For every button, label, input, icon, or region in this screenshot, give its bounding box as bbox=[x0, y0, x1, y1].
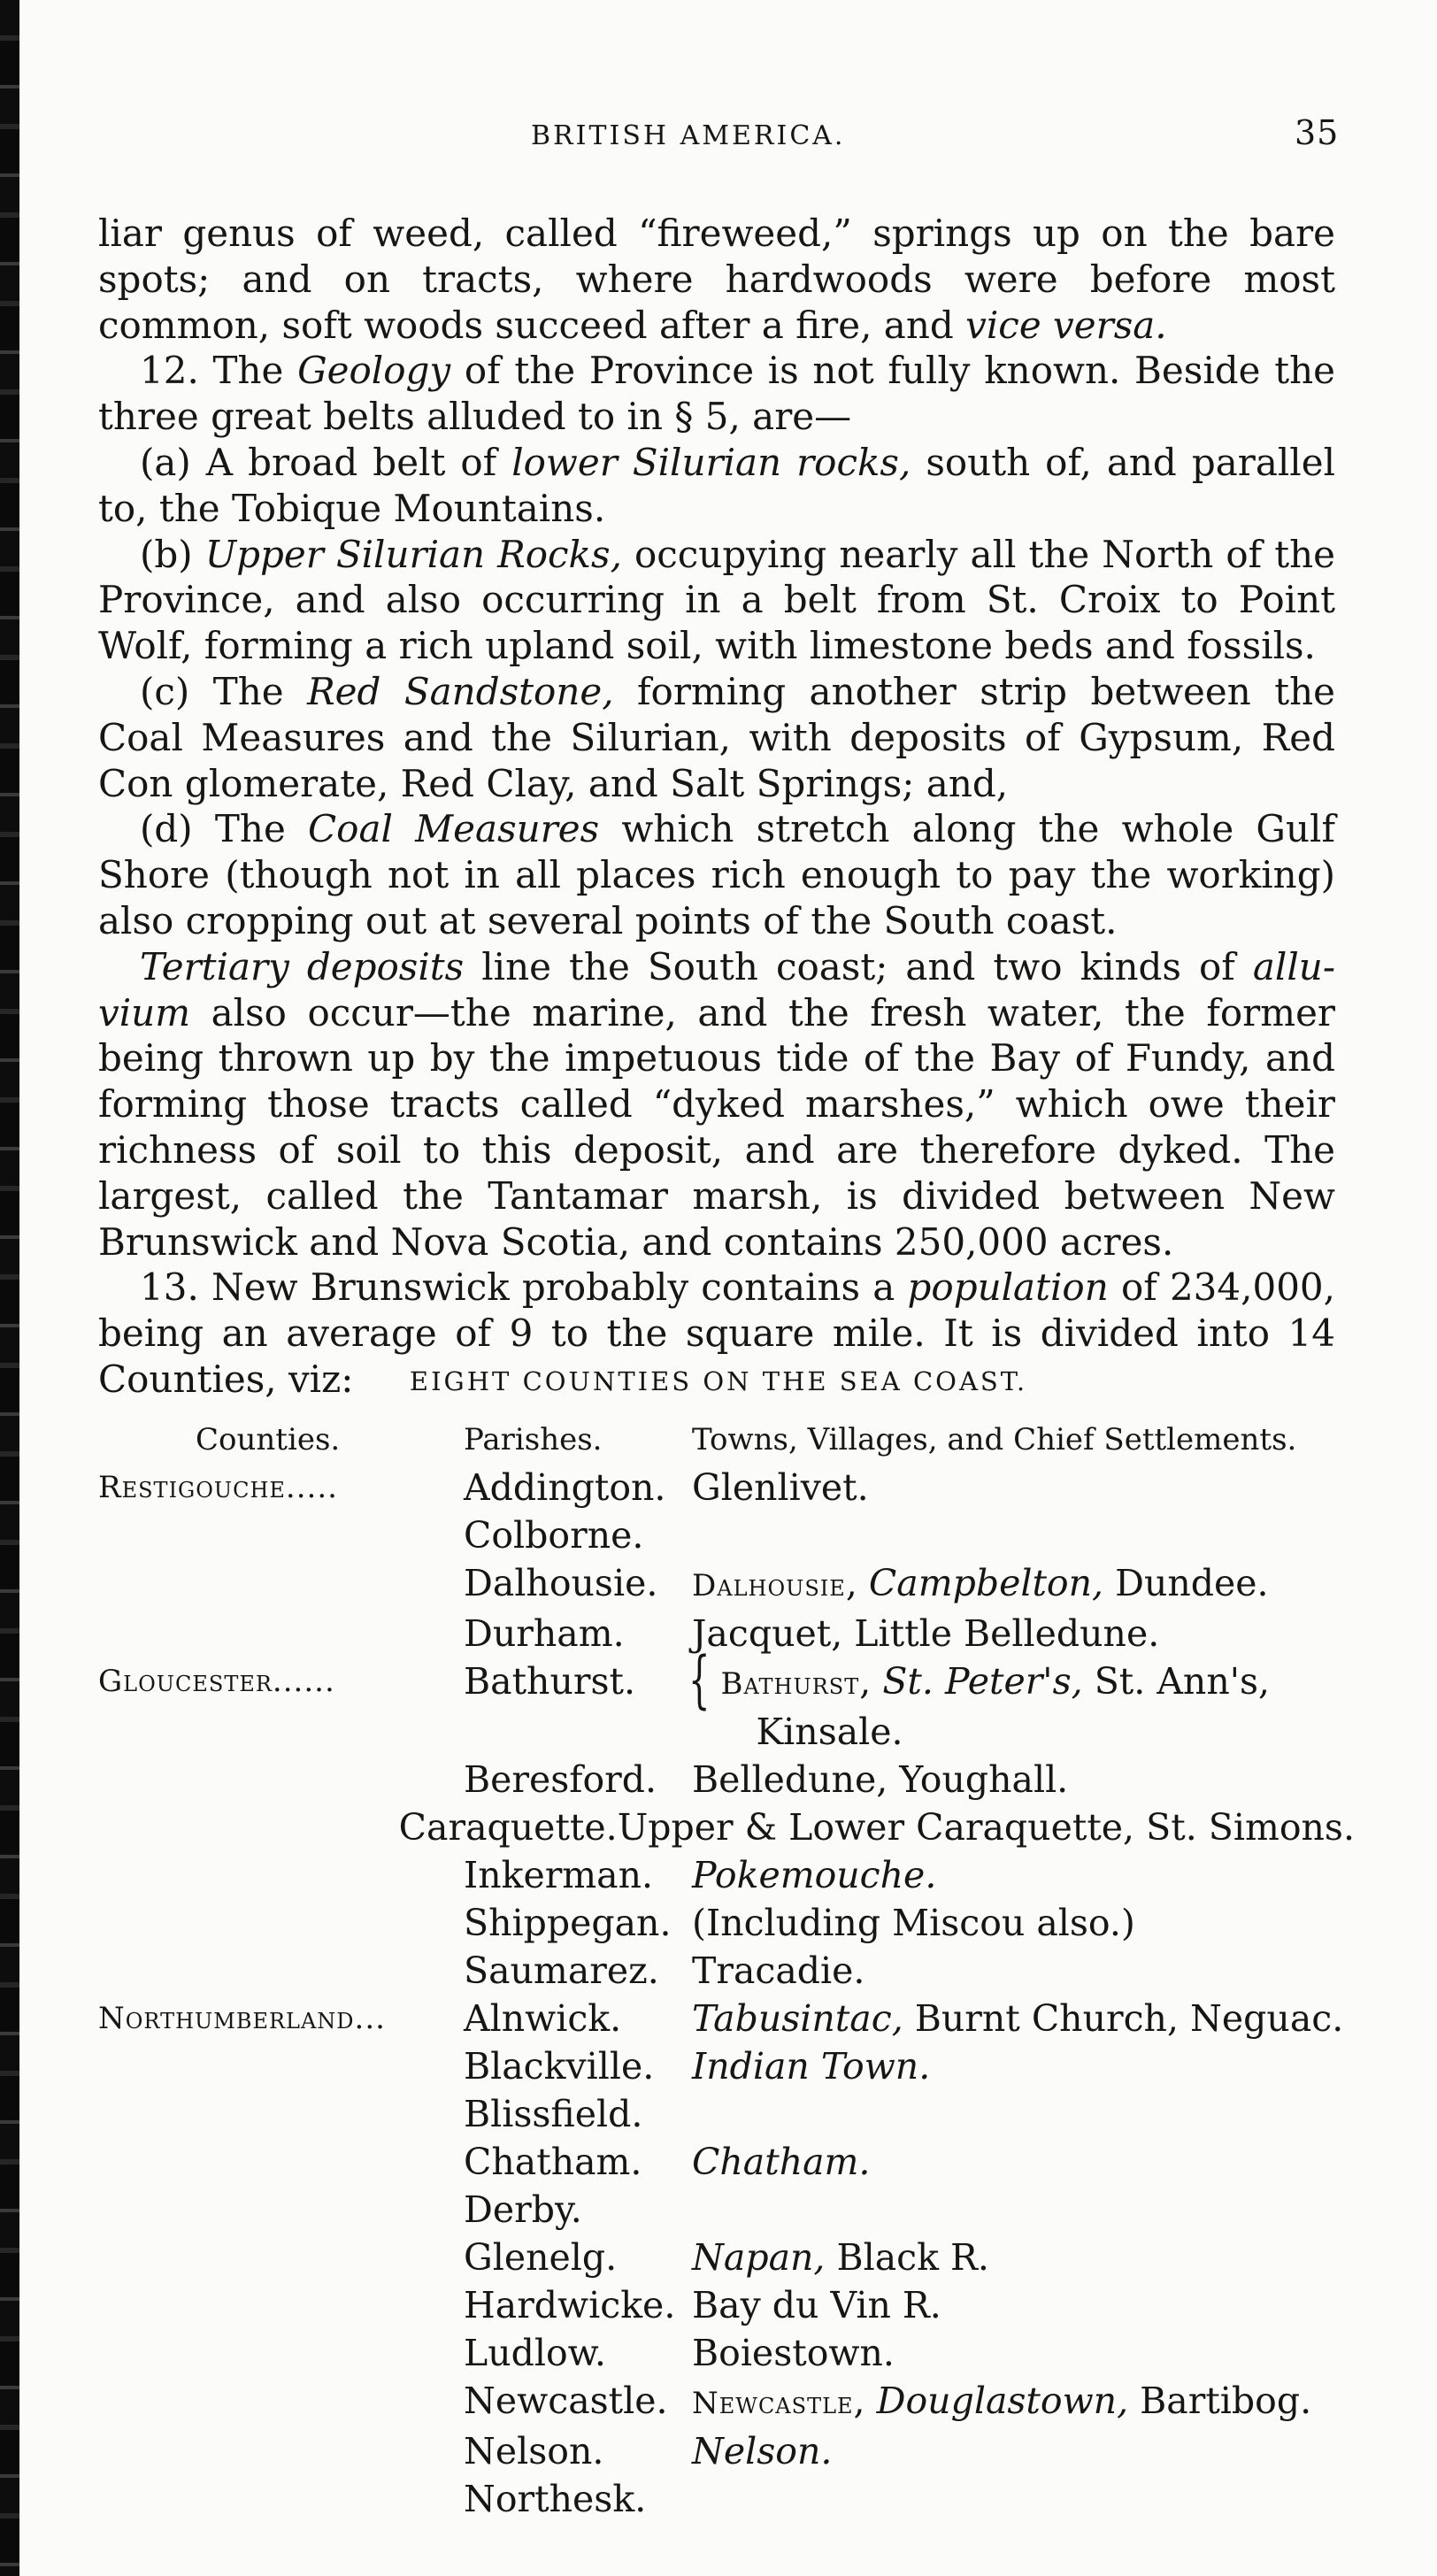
text-run: 13. New Brunswick probably contains a bbox=[140, 1265, 908, 1310]
table-rows bbox=[98, 1464, 1355, 2523]
county-cell bbox=[98, 1559, 464, 1610]
county-cell bbox=[98, 1511, 464, 1559]
county-cell: Restigouche..... bbox=[98, 1470, 338, 1505]
town-text: Belledune, Youghall. bbox=[692, 1758, 1069, 1801]
paragraph bbox=[98, 806, 1335, 943]
parish-cell: Caraquette. bbox=[398, 1806, 618, 1849]
towns-cell bbox=[692, 1464, 1355, 1511]
town-text: Boiestown. bbox=[692, 2332, 895, 2374]
towns-line bbox=[721, 1657, 1271, 1708]
parish-cell: Hardwicke. bbox=[464, 2284, 676, 2326]
towns-cell bbox=[692, 1756, 1355, 1803]
town-text: , bbox=[845, 1562, 869, 1604]
parish-cell: Durham. bbox=[464, 1612, 625, 1655]
text-run: which stretch along the whole Gulf Shore (though not in all places rich enough to pay the working) also cropping out at several points of the South coast. bbox=[98, 807, 1335, 942]
county-cell bbox=[98, 2138, 464, 2186]
towns-cell bbox=[692, 1559, 1355, 1610]
italic-town-name: Campbelton, bbox=[868, 1562, 1104, 1604]
town-text: Glenlivet. bbox=[692, 1466, 869, 1509]
county-cell bbox=[98, 2042, 464, 2090]
towns-line: Kinsale. bbox=[756, 1711, 903, 1753]
table-row bbox=[98, 1559, 1355, 1610]
text-run: 12. The bbox=[140, 349, 298, 393]
county-cell bbox=[98, 2281, 464, 2329]
county-cell bbox=[98, 1803, 399, 1851]
towns-cell bbox=[692, 2090, 1355, 2138]
text-run: of 234,000, being an average of 9 to the square mile. It is divided into 14 Counties, viz: bbox=[98, 1265, 1335, 1401]
parish-cell: Blissfield. bbox=[464, 2093, 643, 2135]
county-cell bbox=[98, 1851, 464, 1899]
county-cell bbox=[98, 2186, 464, 2234]
county-cell: Gloucester...... bbox=[98, 1664, 335, 1699]
text-run: (a) A broad belt of bbox=[140, 440, 512, 484]
brace-glyph: { bbox=[688, 1643, 711, 1716]
table-row bbox=[98, 2377, 1355, 2427]
parish-cell: Shippegan. bbox=[464, 1902, 672, 1944]
town-text: (Including Miscou also.) bbox=[692, 1902, 1135, 1944]
table-row bbox=[98, 1511, 1355, 1559]
text-run: south of, and parallel to, the Tobique Mountains. bbox=[98, 440, 1336, 530]
text-run: (d) The bbox=[140, 807, 309, 851]
towns-cell bbox=[692, 1511, 1355, 1559]
italic-town-name: Nelson. bbox=[692, 2430, 833, 2472]
italic-town-name: Indian Town. bbox=[692, 2045, 931, 2088]
italic-text: Red Sandstone, bbox=[307, 669, 614, 713]
parish-cell: Alnwick. bbox=[464, 1997, 622, 2040]
parish-cell: Bathurst. bbox=[464, 1660, 636, 1703]
towns-cell bbox=[692, 2329, 1355, 2377]
table-row bbox=[98, 2042, 1355, 2090]
table-row bbox=[98, 1995, 1355, 2042]
parish-cell: Blackville. bbox=[464, 2045, 655, 2088]
column-header-parishes: Parishes. bbox=[464, 1422, 603, 1457]
capital-town-name: Newcastle bbox=[692, 2386, 854, 2421]
paragraph bbox=[98, 440, 1335, 532]
town-text: Bay du Vin R. bbox=[692, 2284, 941, 2326]
town-text: Jacquet, Little Belledune. bbox=[692, 1612, 1160, 1655]
towns-cell bbox=[688, 1643, 1355, 1756]
county-cell bbox=[98, 1756, 464, 1803]
county-cell bbox=[98, 1610, 464, 1657]
italic-text: Upper Silurian Rocks, bbox=[204, 532, 622, 576]
table-row bbox=[98, 2234, 1355, 2281]
towns-cell bbox=[692, 1947, 1355, 1995]
towns-cell bbox=[692, 2138, 1355, 2186]
county-cell bbox=[98, 2090, 464, 2138]
italic-text: population bbox=[907, 1265, 1109, 1310]
towns-cell bbox=[692, 1995, 1355, 2042]
table-row bbox=[98, 1803, 1355, 1851]
town-text: Bartibog. bbox=[1128, 2380, 1312, 2422]
town-text: Black R. bbox=[825, 2236, 989, 2279]
page-edge-shadow bbox=[0, 0, 19, 2576]
towns-cell bbox=[692, 2234, 1355, 2281]
parish-cell: Northesk. bbox=[464, 2478, 647, 2520]
parish-cell: Newcastle. bbox=[464, 2380, 668, 2422]
county-cell bbox=[98, 2234, 464, 2281]
page-header bbox=[0, 113, 1437, 166]
table-row bbox=[98, 2475, 1355, 2523]
towns-cell bbox=[692, 2186, 1355, 2234]
table-row bbox=[98, 1464, 1355, 1511]
text-run: (b) bbox=[140, 532, 205, 576]
towns-cell bbox=[618, 1803, 1355, 1851]
italic-town-name: Douglastown, bbox=[876, 2380, 1129, 2422]
italic-text: lower Silurian rocks, bbox=[511, 440, 911, 484]
towns-stack bbox=[721, 1657, 1271, 1756]
counties-table bbox=[98, 1416, 1355, 2523]
table-row bbox=[98, 2427, 1355, 2475]
parish-cell: Addington. bbox=[464, 1466, 666, 1509]
italic-text: Tertiary deposits bbox=[140, 944, 465, 988]
table-row bbox=[98, 1610, 1355, 1657]
parish-cell: Beresford. bbox=[464, 1758, 657, 1801]
towns-cell bbox=[692, 2475, 1355, 2523]
text-run: occupying nearly all the North of the Province, and also occurring in a belt from St. Croix to Point Wolf, forming a rich upland soil, with limestone beds and fossils. bbox=[98, 532, 1336, 668]
county-cell bbox=[98, 1899, 464, 1947]
table-row bbox=[98, 1947, 1355, 1995]
italic-town-name: Pokemouche. bbox=[692, 1854, 937, 1896]
county-cell bbox=[98, 2427, 464, 2475]
table-row bbox=[98, 1851, 1355, 1899]
town-text: Tracadie. bbox=[692, 1949, 865, 1992]
text-run: line the South coast; and two kinds of bbox=[464, 944, 1253, 988]
table-row bbox=[98, 2138, 1355, 2186]
italic-town-name: St. Peter's, bbox=[882, 1660, 1083, 1703]
town-text: , bbox=[859, 1660, 883, 1703]
column-header-towns: Towns, Villages, and Chief Settlements. bbox=[692, 1422, 1297, 1457]
county-cell bbox=[98, 2475, 464, 2523]
italic-town-name: Napan, bbox=[692, 2236, 826, 2279]
italic-text: alluvium bbox=[98, 944, 1336, 1034]
towns-cell bbox=[692, 2377, 1355, 2427]
parish-cell: Ludlow. bbox=[464, 2332, 606, 2374]
paragraph bbox=[98, 348, 1335, 440]
paragraph bbox=[98, 211, 1335, 348]
towns-cell bbox=[692, 1610, 1355, 1657]
italic-text: Geology bbox=[297, 349, 451, 393]
capital-town-name: Dalhousie bbox=[692, 1568, 846, 1603]
column-headers bbox=[98, 1416, 1355, 1464]
table-row bbox=[98, 2090, 1355, 2138]
county-cell: Northumberland... bbox=[98, 2001, 386, 2036]
towns-cell bbox=[692, 2427, 1355, 2475]
table-row bbox=[98, 1756, 1355, 1803]
italic-town-name: Tabusintac, bbox=[692, 1997, 903, 2040]
parish-cell: Chatham. bbox=[464, 2141, 642, 2183]
italic-text: vice versa. bbox=[965, 303, 1167, 347]
page-number: 35 bbox=[1295, 113, 1340, 152]
parish-cell: Glenelg. bbox=[464, 2236, 618, 2279]
running-title: BRITISH AMERICA. bbox=[531, 120, 846, 151]
town-text: , bbox=[853, 2380, 877, 2422]
paragraph bbox=[98, 944, 1335, 1265]
italic-town-name: Chatham. bbox=[692, 2141, 871, 2183]
county-cell bbox=[98, 2377, 464, 2427]
towns-cell bbox=[692, 2281, 1355, 2329]
text-run: forming another strip between the Coal Measures and the Silurian, with deposits of Gypsum, Red Con glomerate, Red Clay, and Salt Springs; and, bbox=[98, 669, 1335, 805]
county-cell bbox=[98, 2329, 464, 2377]
italic-text: Coal Measures bbox=[308, 807, 600, 851]
parish-cell: Derby. bbox=[464, 2188, 582, 2231]
table-row bbox=[98, 1643, 1355, 1756]
parish-cell: Inkerman. bbox=[464, 1854, 654, 1896]
capital-town-name: Bathurst bbox=[720, 1666, 860, 1702]
column-header-counties: Counties. bbox=[196, 1422, 341, 1457]
table-row bbox=[98, 2281, 1355, 2329]
table-row bbox=[98, 1899, 1355, 1947]
parish-cell: Nelson. bbox=[464, 2430, 604, 2472]
table-row bbox=[98, 2186, 1355, 2234]
county-cell bbox=[98, 1947, 464, 1995]
paragraph bbox=[98, 532, 1335, 669]
towns-cell bbox=[692, 1851, 1355, 1899]
parish-cell: Dalhousie. bbox=[464, 1562, 658, 1604]
parish-cell: Colborne. bbox=[464, 1514, 644, 1557]
town-text: Dundee. bbox=[1103, 1562, 1269, 1604]
town-text: Upper & Lower Caraquette, St. Simons. bbox=[617, 1806, 1355, 1849]
text-run: (c) The bbox=[140, 669, 308, 713]
text-run: liar genus of weed, called “fireweed,” springs up on the bare spots; and on tracts, where hardwoods were before most common, soft woods succeed after a fire, and bbox=[98, 211, 1335, 347]
body-text bbox=[98, 211, 1335, 1403]
town-text: Burnt Church, Neguac. bbox=[903, 1997, 1344, 2040]
town-text: St. Ann's, bbox=[1082, 1660, 1271, 1703]
parish-cell: Saumarez. bbox=[464, 1949, 659, 1992]
towns-cell bbox=[692, 2042, 1355, 2090]
text-run: also occur—the marine, and the fresh water, the former being thrown up by the impetuous tide of the Bay of Fundy, and forming those tracts called “dyked marshes,” which owe their richness of soil to this deposit, and are therefore dyked. The largest, called the Tantamar marsh, is divided between New Brunswick and Nova Scotia, and contains 250,000 acres. bbox=[98, 990, 1335, 1264]
text-run: of the Province is not fully known. Beside the three great belts alluded to in § 5, are— bbox=[98, 349, 1335, 439]
towns-cell bbox=[692, 1899, 1355, 1947]
table-heading: EIGHT COUNTIES ON THE SEA COAST. bbox=[409, 1366, 1028, 1396]
paragraph bbox=[98, 669, 1335, 806]
table-row bbox=[98, 2329, 1355, 2377]
